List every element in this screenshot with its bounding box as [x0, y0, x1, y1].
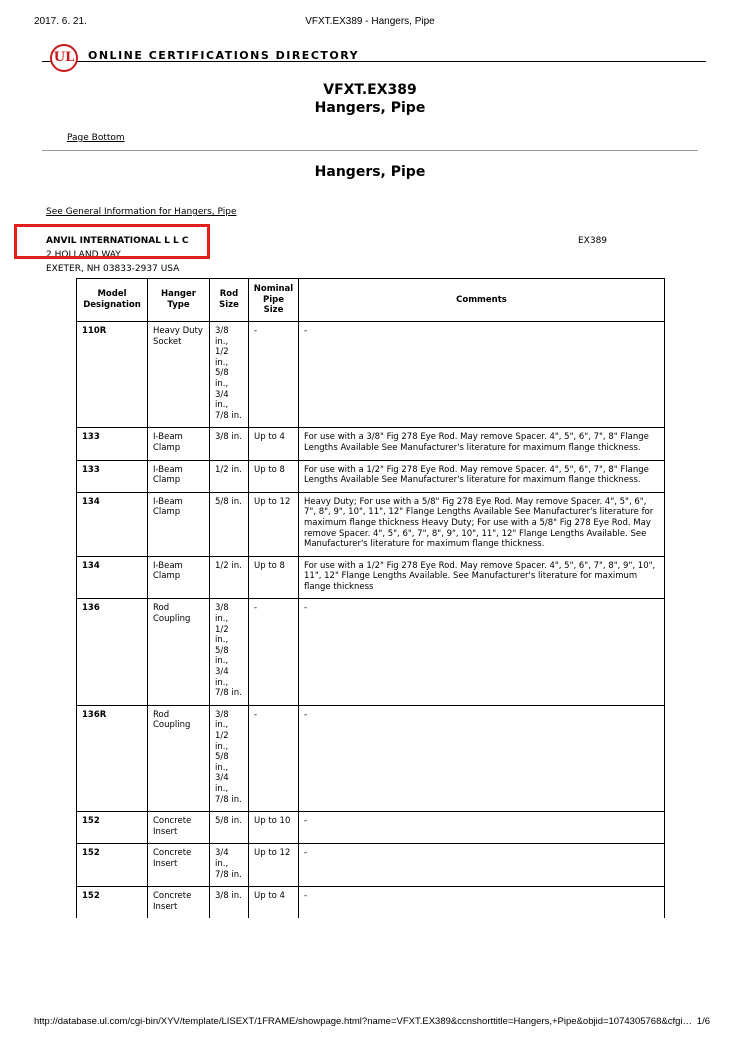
col-header-type: Hanger Type — [148, 279, 210, 322]
model-cell: 136 — [77, 599, 148, 705]
table-row — [77, 887, 665, 919]
comments-cell: - — [299, 599, 665, 705]
model-cell: 133 — [77, 428, 148, 460]
type-cell: Concrete Insert — [148, 844, 210, 887]
comments-cell: For use with a 1/2" Fig 278 Eye Rod. May remove Spacer. 4", 5", 6", 7", 8" Flange Lengths Available See Manufacturer's literature for maximum flange thickness. — [299, 460, 665, 492]
table-row — [77, 599, 665, 705]
model-cell: 152 — [77, 887, 148, 919]
section-title: Hangers, Pipe — [314, 164, 426, 180]
table-header-row — [77, 279, 665, 322]
comments-cell: For use with a 1/2" Fig 278 Eye Rod. May remove Spacer. 4", 5", 6", 7", 8", 9", 10", 11", 12" Flange Lengths Available. See Manufacturer's literature for maximum flange thickness — [299, 556, 665, 599]
table-row — [77, 556, 665, 599]
type-cell: Heavy Duty Socket — [148, 322, 210, 428]
pipe-cell: Up to 8 — [249, 460, 299, 492]
table-row — [77, 322, 665, 428]
page-title-name: Hangers, Pipe — [314, 100, 426, 116]
model-cell: 134 — [77, 556, 148, 599]
rod-cell: 5/8 in. — [210, 492, 249, 556]
col-header-comments: Comments — [299, 279, 665, 322]
type-cell: Rod Coupling — [148, 599, 210, 705]
comments-cell: - — [299, 887, 665, 919]
footer-page-number: 1/6 — [696, 1016, 710, 1027]
comments-cell: - — [299, 705, 665, 811]
type-cell: I-Beam Clamp — [148, 556, 210, 599]
rod-cell: 3/8 in. — [210, 887, 249, 919]
table-row — [77, 428, 665, 460]
pipe-cell: - — [249, 705, 299, 811]
comments-cell: - — [299, 844, 665, 887]
pipe-cell: Up to 8 — [249, 556, 299, 599]
rod-cell: 3/4 in., 7/8 in. — [210, 844, 249, 887]
model-cell: 133 — [77, 460, 148, 492]
general-info-link[interactable]: See General Information for Hangers, Pipe — [46, 207, 237, 217]
rod-cell: 3/8 in., 1/2 in., 5/8 in., 3/4 in., 7/8 in. — [210, 599, 249, 705]
rod-cell: 3/8 in., 1/2 in., 5/8 in., 3/4 in., 7/8 in. — [210, 322, 249, 428]
pipe-cell: Up to 4 — [249, 887, 299, 919]
print-header — [0, 16, 740, 30]
pipe-cell: Up to 10 — [249, 812, 299, 844]
table-row — [77, 812, 665, 844]
table-row — [77, 492, 665, 556]
table-row — [77, 844, 665, 887]
model-cell: 110R — [77, 322, 148, 428]
listing-table — [76, 278, 665, 918]
model-cell: 152 — [77, 812, 148, 844]
pipe-cell: Up to 4 — [249, 428, 299, 460]
highlight-box — [14, 224, 210, 259]
pipe-cell: - — [249, 322, 299, 428]
company-address-line2: EXETER, NH 03833-2937 USA — [46, 264, 180, 274]
col-header-model: Model Designation — [77, 279, 148, 322]
pipe-cell: Up to 12 — [249, 844, 299, 887]
comments-cell: - — [299, 322, 665, 428]
page-bottom-link[interactable]: Page Bottom — [67, 133, 125, 143]
table-row — [77, 460, 665, 492]
col-header-rod: Rod Size — [210, 279, 249, 322]
model-cell: 152 — [77, 844, 148, 887]
print-title: VFXT.EX389 - Hangers, Pipe — [305, 16, 435, 27]
type-cell: Concrete Insert — [148, 887, 210, 919]
rod-cell: 5/8 in. — [210, 812, 249, 844]
rod-cell: 1/2 in. — [210, 556, 249, 599]
print-footer — [34, 1016, 714, 1030]
directory-title: ONLINE CERTIFICATIONS DIRECTORY — [88, 49, 360, 62]
type-cell: Concrete Insert — [148, 812, 210, 844]
company-name: ANVIL INTERNATIONAL L L C — [46, 236, 189, 246]
pipe-cell: Up to 12 — [249, 492, 299, 556]
ul-logo-icon: UL — [50, 44, 78, 72]
file-number: EX389 — [578, 236, 608, 246]
type-cell: I-Beam Clamp — [148, 428, 210, 460]
type-cell: I-Beam Clamp — [148, 492, 210, 556]
pipe-cell: - — [249, 599, 299, 705]
table-row — [77, 705, 665, 811]
model-cell: 136R — [77, 705, 148, 811]
comments-cell: Heavy Duty; For use with a 5/8" Fig 278 Eye Rod. May remove Spacer. 4", 5", 6", 7", 8", 9", 10", 11", 12" Flange Lengths Available See Manufacturer's literature for maximum flange thickness Heavy Duty; For use with a 5/8" Fig 278 Eye Rod. May remove Spacer. 4", 5", 6", 7", 8", 9", 10", 11", 12" Flange Lengths Available. See Manufacturer's literature for maximum flange thickness. — [299, 492, 665, 556]
comments-cell: - — [299, 812, 665, 844]
comments-cell: For use with a 3/8" Fig 278 Eye Rod. May remove Spacer. 4", 5", 6", 7", 8" Flange Lengths Available See Manufacturer's literature for maximum flange thickness. — [299, 428, 665, 460]
model-cell: 134 — [77, 492, 148, 556]
page-title-code: VFXT.EX389 — [323, 82, 417, 98]
type-cell: I-Beam Clamp — [148, 460, 210, 492]
divider — [42, 150, 698, 151]
rod-cell: 1/2 in. — [210, 460, 249, 492]
footer-url: http://database.ul.com/cgi-bin/XYV/template/LISEXT/1FRAME/showpage.html?name=VFXT.EX389&ccnshorttitle=Hangers,+Pipe&objid=1074305768&cfgi… — [34, 1016, 692, 1027]
company-address-line1: 2 HOLLAND WAY — [46, 250, 121, 258]
rod-cell: 3/8 in., 1/2 in., 5/8 in., 3/4 in., 7/8 in. — [210, 705, 249, 811]
print-date: 2017. 6. 21. — [34, 16, 87, 27]
rod-cell: 3/8 in. — [210, 428, 249, 460]
col-header-pipe: Nominal Pipe Size — [249, 279, 299, 322]
type-cell: Rod Coupling — [148, 705, 210, 811]
